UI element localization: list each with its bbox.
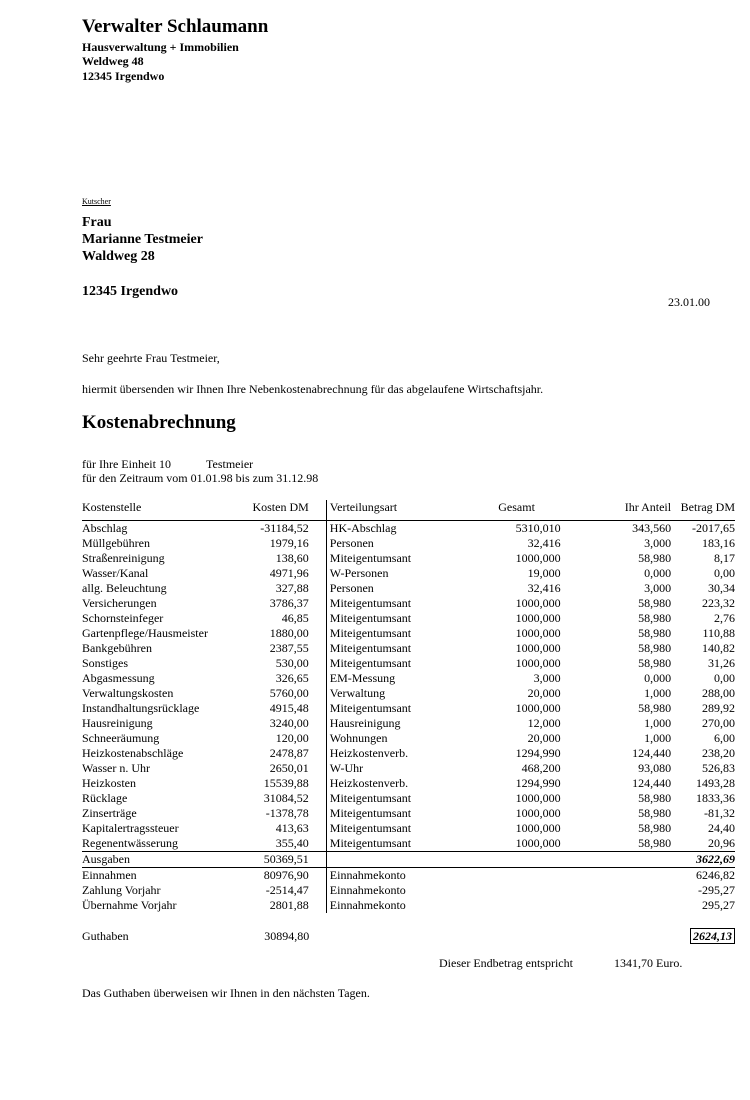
cell-kosten: 2387,55 bbox=[269, 641, 309, 655]
header-gesamt: Gesamt bbox=[473, 500, 561, 521]
cell-kostenstelle: Wasser/Kanal bbox=[82, 566, 149, 580]
table-row bbox=[82, 671, 735, 686]
cell-gesamt: 1000,000 bbox=[515, 611, 561, 625]
cell-verteilungsart: Miteigentumsant bbox=[326, 656, 472, 671]
cell-betrag: 140,82 bbox=[702, 641, 735, 655]
table-row bbox=[82, 746, 735, 761]
cell-betrag: 6,00 bbox=[714, 731, 735, 745]
cell-gesamt: 20,000 bbox=[527, 731, 561, 745]
cell-kosten: 2478,87 bbox=[269, 746, 309, 760]
cell-gesamt: 1000,000 bbox=[515, 656, 561, 670]
header-verteilungsart: Verteilungsart bbox=[326, 500, 472, 521]
company-line1: Hausverwaltung + Immobilien bbox=[82, 40, 239, 54]
guthaben-betrag: 2624,13 bbox=[690, 928, 735, 944]
table-row bbox=[82, 716, 735, 731]
cell-kostenstelle: Rücklage bbox=[82, 791, 128, 805]
cell-gesamt: 468,200 bbox=[521, 761, 561, 775]
table-row bbox=[82, 686, 735, 701]
table-row bbox=[82, 761, 735, 776]
guthaben-label: Guthaben bbox=[82, 929, 129, 943]
cell-betrag: 526,83 bbox=[702, 761, 735, 775]
cell-verteilungsart: Miteigentumsant bbox=[326, 821, 472, 836]
table-row bbox=[82, 536, 735, 551]
cell-kostenstelle: Verwaltungskosten bbox=[82, 686, 174, 700]
cell-verteilungsart: Hausreinigung bbox=[326, 716, 472, 731]
cell-kostenstelle: Wasser n. Uhr bbox=[82, 761, 151, 775]
ausgaben-betrag: 3622,69 bbox=[671, 852, 735, 868]
cell-gesamt: 1000,000 bbox=[515, 626, 561, 640]
table-row bbox=[82, 581, 735, 596]
header-kostenstelle: Kostenstelle bbox=[82, 500, 229, 521]
cell-betrag: 0,00 bbox=[714, 566, 735, 580]
cell-gesamt: 1000,000 bbox=[515, 641, 561, 655]
ausgaben-row bbox=[82, 852, 735, 868]
cell-kosten: 530,00 bbox=[275, 656, 309, 670]
cell-betrag: 288,00 bbox=[702, 686, 735, 700]
cell-gesamt: 1000,000 bbox=[515, 596, 561, 610]
cell-anteil: 58,980 bbox=[638, 611, 672, 625]
cell-kosten: 15539,88 bbox=[263, 776, 309, 790]
cell-kostenstelle: Schornsteinfeger bbox=[82, 611, 164, 625]
cell-anteil: 58,980 bbox=[638, 551, 672, 565]
cell-gesamt: 1000,000 bbox=[515, 836, 561, 850]
cell-kostenstelle: Instandhaltungsrücklage bbox=[82, 701, 200, 715]
cell-gesamt: 1000,000 bbox=[515, 806, 561, 820]
intro-text: hiermit übersenden wir Ihnen Ihre Nebenkostenabrechnung für das abgelaufene Wirtschaftsjahr. bbox=[82, 382, 544, 396]
header-anteil: Ihr Anteil bbox=[561, 500, 672, 521]
table-row bbox=[82, 821, 735, 836]
cell-anteil: 58,980 bbox=[638, 806, 672, 820]
cell-betrag: -2017,65 bbox=[692, 521, 735, 535]
cell-betrag: 2,76 bbox=[714, 611, 735, 625]
cell-betrag: 289,92 bbox=[702, 701, 735, 715]
cell-verteilungsart: Miteigentumsant bbox=[326, 791, 472, 806]
ausgaben-label: Ausgaben bbox=[82, 852, 229, 868]
greeting: Sehr geehrte Frau Testmeier, bbox=[82, 351, 220, 365]
cell-gesamt: 1294,990 bbox=[515, 746, 561, 760]
cell-gesamt: 20,000 bbox=[527, 686, 561, 700]
sender-small: Kutscher bbox=[82, 197, 111, 206]
income-kosten: 2801,88 bbox=[269, 898, 309, 912]
table-row bbox=[82, 776, 735, 791]
cell-gesamt: 1000,000 bbox=[515, 791, 561, 805]
cell-kosten: 326,65 bbox=[275, 671, 309, 685]
income-betrag: -295,27 bbox=[698, 883, 735, 897]
cell-verteilungsart: Wohnungen bbox=[326, 731, 472, 746]
cell-verteilungsart: Miteigentumsant bbox=[326, 626, 472, 641]
income-label: Übernahme Vorjahr bbox=[82, 898, 177, 912]
table-row bbox=[82, 641, 735, 656]
income-konto: Einnahmekonto bbox=[326, 898, 472, 913]
cell-betrag: 20,96 bbox=[708, 836, 735, 850]
cost-table bbox=[82, 500, 735, 944]
cell-betrag: 24,40 bbox=[708, 821, 735, 835]
cell-verteilungsart: Verwaltung bbox=[326, 686, 472, 701]
cell-anteil: 0,000 bbox=[644, 671, 672, 685]
cell-anteil: 58,980 bbox=[638, 701, 672, 715]
cell-kostenstelle: Gartenpflege/Hausmeister bbox=[82, 626, 208, 640]
cell-verteilungsart: Miteigentumsant bbox=[326, 551, 472, 566]
cell-kostenstelle: Schneeräumung bbox=[82, 731, 160, 745]
cell-gesamt: 1294,990 bbox=[515, 776, 561, 790]
cell-gesamt: 1000,000 bbox=[515, 821, 561, 835]
cell-gesamt: 19,000 bbox=[527, 566, 561, 580]
cell-verteilungsart: Personen bbox=[326, 536, 472, 551]
cell-betrag: 8,17 bbox=[714, 551, 735, 565]
cell-kosten: 2650,01 bbox=[269, 761, 309, 775]
cell-anteil: 58,980 bbox=[638, 821, 672, 835]
guthaben-row bbox=[82, 929, 735, 944]
cell-gesamt: 5310,010 bbox=[515, 521, 561, 535]
cell-verteilungsart: Heizkostenverb. bbox=[326, 776, 472, 791]
cell-kosten: 31084,52 bbox=[263, 791, 309, 805]
cell-kostenstelle: Abgasmessung bbox=[82, 671, 155, 685]
cell-anteil: 58,980 bbox=[638, 836, 672, 850]
cell-kosten: 355,40 bbox=[275, 836, 309, 850]
unit-label: für Ihre Einheit 10 bbox=[82, 457, 171, 471]
income-betrag: 295,27 bbox=[702, 898, 735, 912]
cell-anteil: 3,000 bbox=[644, 581, 672, 595]
closing-text: Das Guthaben überweisen wir Ihnen in den nächsten Tagen. bbox=[82, 986, 370, 1000]
recipient-name: Marianne Testmeier bbox=[82, 232, 203, 247]
cell-betrag: 0,00 bbox=[714, 671, 735, 685]
cell-verteilungsart: Miteigentumsant bbox=[326, 836, 472, 852]
cell-kosten: 5760,00 bbox=[269, 686, 309, 700]
header-kosten: Kosten DM bbox=[229, 500, 326, 521]
cell-betrag: 223,32 bbox=[702, 596, 735, 610]
cell-anteil: 58,980 bbox=[638, 656, 672, 670]
cell-kosten: 4971,96 bbox=[269, 566, 309, 580]
income-row bbox=[82, 898, 735, 913]
cell-anteil: 58,980 bbox=[638, 641, 672, 655]
company-street: Weldweg 48 bbox=[82, 54, 144, 68]
cell-kosten: 120,00 bbox=[275, 731, 309, 745]
cell-kosten: 3240,00 bbox=[269, 716, 309, 730]
cell-kostenstelle: allg. Beleuchtung bbox=[82, 581, 167, 595]
company-city: 12345 Irgendwo bbox=[82, 69, 165, 83]
cell-kostenstelle: Sonstiges bbox=[82, 656, 129, 670]
income-konto: Einnahmekonto bbox=[326, 868, 472, 884]
table-row bbox=[82, 626, 735, 641]
table-row bbox=[82, 731, 735, 746]
cell-kosten: 4915,48 bbox=[269, 701, 309, 715]
recipient-salutation: Frau bbox=[82, 215, 112, 230]
table-row bbox=[82, 806, 735, 821]
cell-kostenstelle: Müllgebühren bbox=[82, 536, 150, 550]
table-row bbox=[82, 656, 735, 671]
cell-verteilungsart: W-Personen bbox=[326, 566, 472, 581]
unit-name: Testmeier bbox=[206, 457, 254, 471]
cell-anteil: 3,000 bbox=[644, 536, 672, 550]
period: für den Zeitraum vom 01.01.98 bis zum 31.12.98 bbox=[82, 471, 319, 485]
cell-anteil: 58,980 bbox=[638, 596, 672, 610]
cell-anteil: 1,000 bbox=[644, 716, 672, 730]
guthaben-kosten: 30894,80 bbox=[264, 929, 310, 943]
cell-betrag: 270,00 bbox=[702, 716, 735, 730]
table-row bbox=[82, 596, 735, 611]
cell-kostenstelle: Abschlag bbox=[82, 521, 128, 535]
table-row bbox=[82, 836, 735, 852]
cell-kosten: 3786,37 bbox=[269, 596, 309, 610]
cell-anteil: 58,980 bbox=[638, 791, 672, 805]
cell-betrag: 30,34 bbox=[708, 581, 735, 595]
cell-betrag: 1493,28 bbox=[696, 776, 735, 790]
cell-kosten: 138,60 bbox=[275, 551, 309, 565]
cell-kosten: 327,88 bbox=[275, 581, 309, 595]
income-kosten: -2514,47 bbox=[265, 883, 309, 897]
cell-kostenstelle: Straßenreinigung bbox=[82, 551, 165, 565]
cell-verteilungsart: W-Uhr bbox=[326, 761, 472, 776]
cell-verteilungsart: Personen bbox=[326, 581, 472, 596]
table-row bbox=[82, 551, 735, 566]
cell-verteilungsart: Miteigentumsant bbox=[326, 641, 472, 656]
recipient-city: 12345 Irgendwo bbox=[82, 284, 179, 299]
cell-verteilungsart: Miteigentumsant bbox=[326, 611, 472, 626]
cell-betrag: -81,32 bbox=[704, 806, 735, 820]
income-row bbox=[82, 883, 735, 898]
cell-verteilungsart: Miteigentumsant bbox=[326, 806, 472, 821]
cell-betrag: 238,20 bbox=[702, 746, 735, 760]
letter-date: 23.01.00 bbox=[668, 295, 710, 309]
table-row bbox=[82, 611, 735, 626]
cell-gesamt: 3,000 bbox=[533, 671, 561, 685]
cell-gesamt: 32,416 bbox=[527, 581, 561, 595]
cell-verteilungsart: Heizkostenverb. bbox=[326, 746, 472, 761]
table-row bbox=[82, 701, 735, 716]
cell-kosten: 46,85 bbox=[281, 611, 309, 625]
income-rows bbox=[82, 868, 735, 914]
cell-kostenstelle: Bankgebühren bbox=[82, 641, 152, 655]
table-row bbox=[82, 791, 735, 806]
cell-anteil: 93,080 bbox=[638, 761, 672, 775]
company-name: Verwalter Schlaumann bbox=[82, 16, 269, 37]
cell-verteilungsart: Miteigentumsant bbox=[326, 701, 472, 716]
cell-betrag: 183,16 bbox=[702, 536, 735, 550]
income-betrag: 6246,82 bbox=[696, 868, 735, 882]
income-konto: Einnahmekonto bbox=[326, 883, 472, 898]
cell-kostenstelle: Zinserträge bbox=[82, 806, 137, 820]
cell-anteil: 343,560 bbox=[632, 521, 672, 535]
cell-kosten: -31184,52 bbox=[260, 521, 309, 535]
cell-anteil: 0,000 bbox=[644, 566, 672, 580]
cell-kosten: 1880,00 bbox=[269, 626, 309, 640]
income-label: Zahlung Vorjahr bbox=[82, 883, 161, 897]
cell-kostenstelle: Versicherungen bbox=[82, 596, 157, 610]
table-header-row bbox=[82, 500, 735, 521]
cell-anteil: 1,000 bbox=[644, 686, 672, 700]
document-title: Kostenabrechnung bbox=[82, 412, 236, 433]
cell-verteilungsart: HK-Abschlag bbox=[326, 521, 472, 537]
cell-betrag: 31,26 bbox=[708, 656, 735, 670]
ausgaben-kosten: 50369,51 bbox=[229, 852, 326, 868]
cell-gesamt: 32,416 bbox=[527, 536, 561, 550]
cell-betrag: 1833,36 bbox=[696, 791, 735, 805]
cell-gesamt: 1000,000 bbox=[515, 701, 561, 715]
euro-label: Dieser Endbetrag entspricht bbox=[439, 956, 573, 970]
cell-kosten: -1378,78 bbox=[265, 806, 309, 820]
cell-kostenstelle: Heizkostenabschläge bbox=[82, 746, 184, 760]
cell-gesamt: 1000,000 bbox=[515, 551, 561, 565]
income-kosten: 80976,90 bbox=[263, 868, 309, 882]
cell-kosten: 413,63 bbox=[275, 821, 309, 835]
cell-kosten: 1979,16 bbox=[269, 536, 309, 550]
header-betrag: Betrag DM bbox=[671, 500, 735, 521]
cost-rows bbox=[82, 521, 735, 852]
recipient-street: Waldweg 28 bbox=[82, 249, 155, 264]
cell-kostenstelle: Regenentwässerung bbox=[82, 836, 178, 850]
cell-anteil: 124,440 bbox=[632, 746, 672, 760]
cell-betrag: 110,88 bbox=[702, 626, 735, 640]
cell-kostenstelle: Heizkosten bbox=[82, 776, 136, 790]
table-row bbox=[82, 521, 735, 537]
euro-value: 1341,70 Euro. bbox=[614, 956, 683, 970]
cell-anteil: 1,000 bbox=[644, 731, 672, 745]
income-row bbox=[82, 868, 735, 884]
income-label: Einnahmen bbox=[82, 868, 137, 882]
cell-anteil: 58,980 bbox=[638, 626, 672, 640]
cell-verteilungsart: Miteigentumsant bbox=[326, 596, 472, 611]
cell-verteilungsart: EM-Messung bbox=[326, 671, 472, 686]
cell-kostenstelle: Hausreinigung bbox=[82, 716, 153, 730]
cell-kostenstelle: Kapitalertragssteuer bbox=[82, 821, 179, 835]
cell-anteil: 124,440 bbox=[632, 776, 672, 790]
table-row bbox=[82, 566, 735, 581]
cell-gesamt: 12,000 bbox=[527, 716, 561, 730]
